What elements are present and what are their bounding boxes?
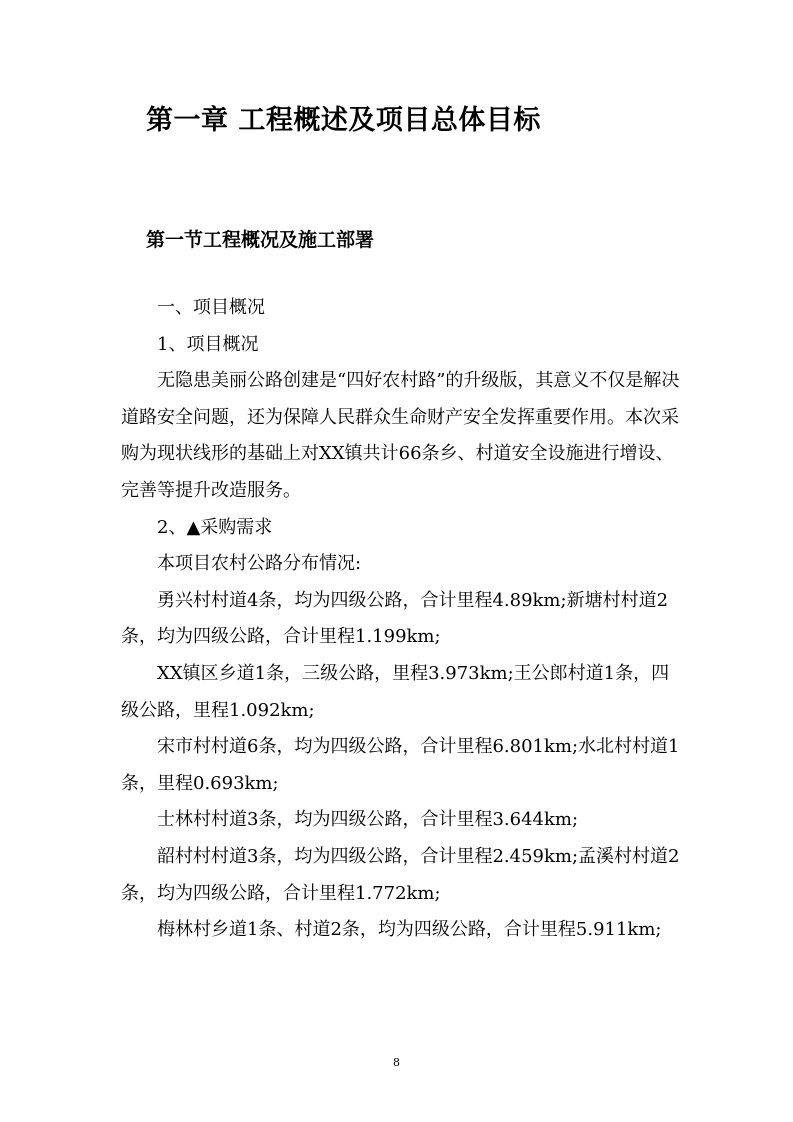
paragraph-introduction: 无隐患美丽公路创建是“四好农村路”的升级版，其意义不仅是解决道路安全问题，还为保障人民群众生命财产安全发挥重要作用。本次采购为现状线形的基础上对XX镇共计66条乡、村道安全设施进行增设、完善等提升改造服务。 <box>121 370 680 501</box>
subheading-project-overview: 1、项目概况 <box>157 333 259 355</box>
paragraph-road-meilin: 梅林村乡道1条、村道2条，均为四级公路，合计里程5.911km; <box>157 919 662 941</box>
paragraph-distribution-intro: 本项目农村公路分布情况: <box>157 553 362 575</box>
section-title: 第一节工程概况及施工部署 <box>146 229 375 251</box>
paragraph-road-town: XX镇区乡道1条，三级公路，里程3.973km;王公郎村道1条，四级公路，里程1.092km; <box>121 662 670 721</box>
chapter-title: 第一章 工程概述及项目总体目标 <box>146 105 541 136</box>
paragraph-road-yongxing: 勇兴村村道4条，均为四级公路，合计里程4.89km;新塘村村道2条，均为四级公路，合计里程1.199km; <box>121 589 669 648</box>
heading-project-overview: 一、项目概况 <box>157 297 265 318</box>
paragraph-road-shilin: 士林村村道3条，均为四级公路，合计里程3.644km; <box>157 809 579 831</box>
paragraph-road-songshi: 宋市村村道6条，均为四级公路，合计里程6.801km;水北村村道1条，里程0.693km; <box>121 736 680 794</box>
paragraph-road-shaocun: 韶村村村道3条，均为四级公路，合计里程2.459km;孟溪村村道2条，均为四级公路，合计里程1.772km; <box>121 845 680 904</box>
page-number: 8 <box>393 1056 400 1069</box>
body-text <box>121 290 681 949</box>
subheading-procurement-needs: 2、▲采购需求 <box>157 516 273 538</box>
